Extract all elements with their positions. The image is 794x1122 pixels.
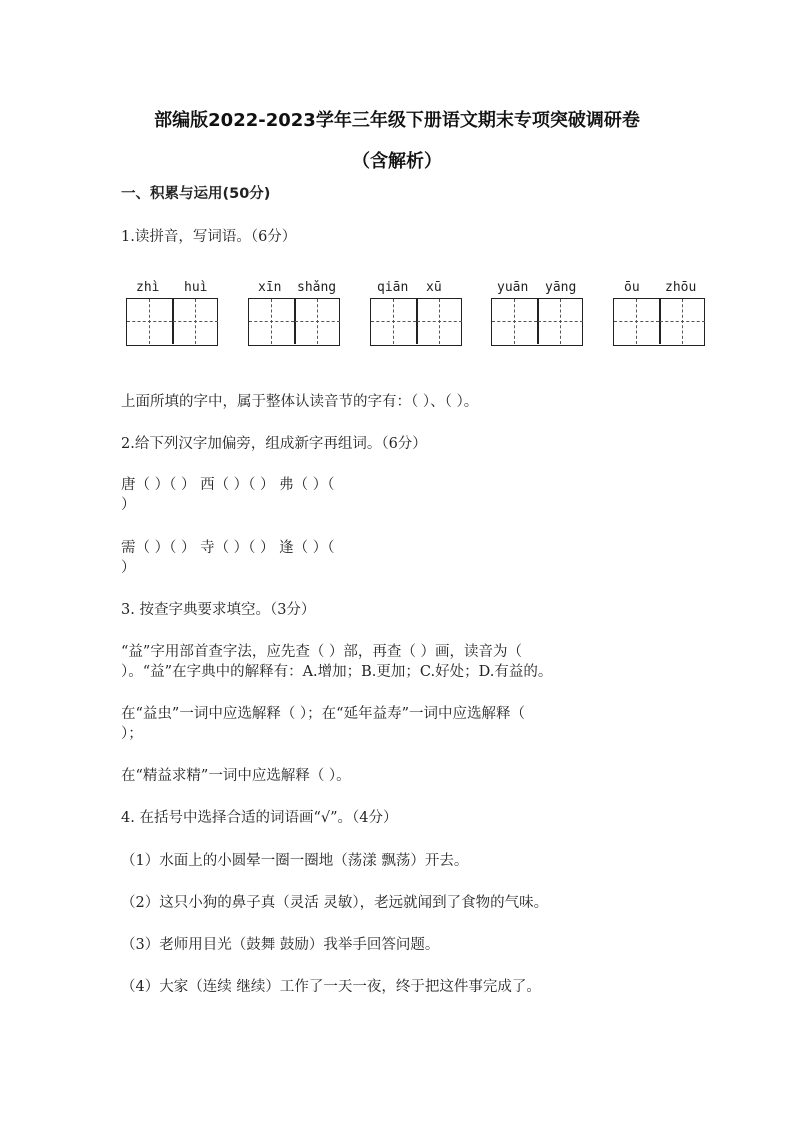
q2-prompt: 2.给下列汉字加偏旁，组成新字再组词。（6分）	[121, 436, 427, 452]
pinyin-label: xīn	[258, 280, 282, 295]
writing-cell[interactable]	[492, 299, 537, 344]
q3-line: ）；	[121, 726, 143, 742]
section-heading: 一、积累与运用(50分)	[121, 186, 271, 202]
writing-cell[interactable]	[614, 299, 659, 344]
pinyin-label: shǎng	[297, 280, 337, 295]
writing-box-group[interactable]	[613, 298, 705, 346]
q4-item: （4）大家（连续 继续）工作了一天一夜，终于把这件事完成了。	[121, 979, 541, 995]
q4-item: （1）水面上的小圆晕一圈一圈地（荡漾 飘荡）开去。	[121, 853, 469, 869]
q2-row: 需（ ）（ ） 寺（ ）（ ） 逢（ ）（	[121, 540, 335, 556]
writing-cell[interactable]	[660, 299, 705, 344]
writing-box-group[interactable]	[248, 298, 340, 346]
writing-box-group[interactable]	[126, 298, 218, 346]
writing-box-group[interactable]	[370, 298, 462, 346]
page-subtitle: （含解析）	[352, 151, 442, 172]
pinyin-label: yuān	[497, 280, 529, 295]
q1-prompt: 1.读拼音，写词语。（6分）	[121, 229, 297, 245]
writing-box-group[interactable]	[491, 298, 583, 346]
q1-followup: 上面所填的字中，属于整体认读音节的字有：（ ）、（ ）。	[121, 394, 479, 410]
pinyin-label: ōu	[624, 280, 640, 295]
q3-line: 在“精益求精”一词中应选解释（ ）。	[121, 768, 351, 784]
q2-row-tail: ）	[121, 560, 136, 576]
q2-row-tail: ）	[121, 497, 136, 513]
writing-cell[interactable]	[417, 299, 462, 344]
q4-item: （3）老师用目光（鼓舞 鼓励）我举手回答问题。	[121, 937, 440, 953]
q4-item: （2）这只小狗的鼻子真（灵活 灵敏），老远就闻到了食物的气味。	[121, 895, 549, 911]
q3-line: 在“益虫”一词中应选解释（ ）；在“延年益寿”一词中应选解释（	[121, 706, 526, 722]
q3-line: ）。“益”在字典中的解释有：A.增加；B.更加；C.好处；D.有益的。	[121, 664, 553, 680]
writing-cell[interactable]	[173, 299, 218, 344]
pinyin-label: huì	[184, 280, 208, 295]
q3-line: “益”字用部首查字法，应先查（ ）部，再查（ ）画，读音为（	[121, 644, 523, 660]
pinyin-label: zhì	[136, 280, 160, 295]
writing-cell[interactable]	[371, 299, 416, 344]
pinyin-label: qiān	[377, 280, 409, 295]
pinyin-label: xū	[426, 280, 442, 295]
writing-cell[interactable]	[295, 299, 340, 344]
page-title: 部编版2022-2023学年三年级下册语文期末专项突破调研卷	[154, 110, 640, 131]
writing-cell[interactable]	[127, 299, 172, 344]
writing-cell[interactable]	[249, 299, 294, 344]
pinyin-label: zhōu	[665, 280, 697, 295]
pinyin-label: yāng	[545, 280, 577, 295]
q3-prompt: 3. 按查字典要求填空。（3分）	[121, 602, 316, 618]
q4-prompt: 4. 在括号中选择合适的词语画“√”。（4分）	[121, 810, 398, 826]
writing-cell[interactable]	[538, 299, 583, 344]
q2-row: 唐（ ）（ ） 西（ ）（ ） 弗（ ）（	[121, 477, 335, 493]
